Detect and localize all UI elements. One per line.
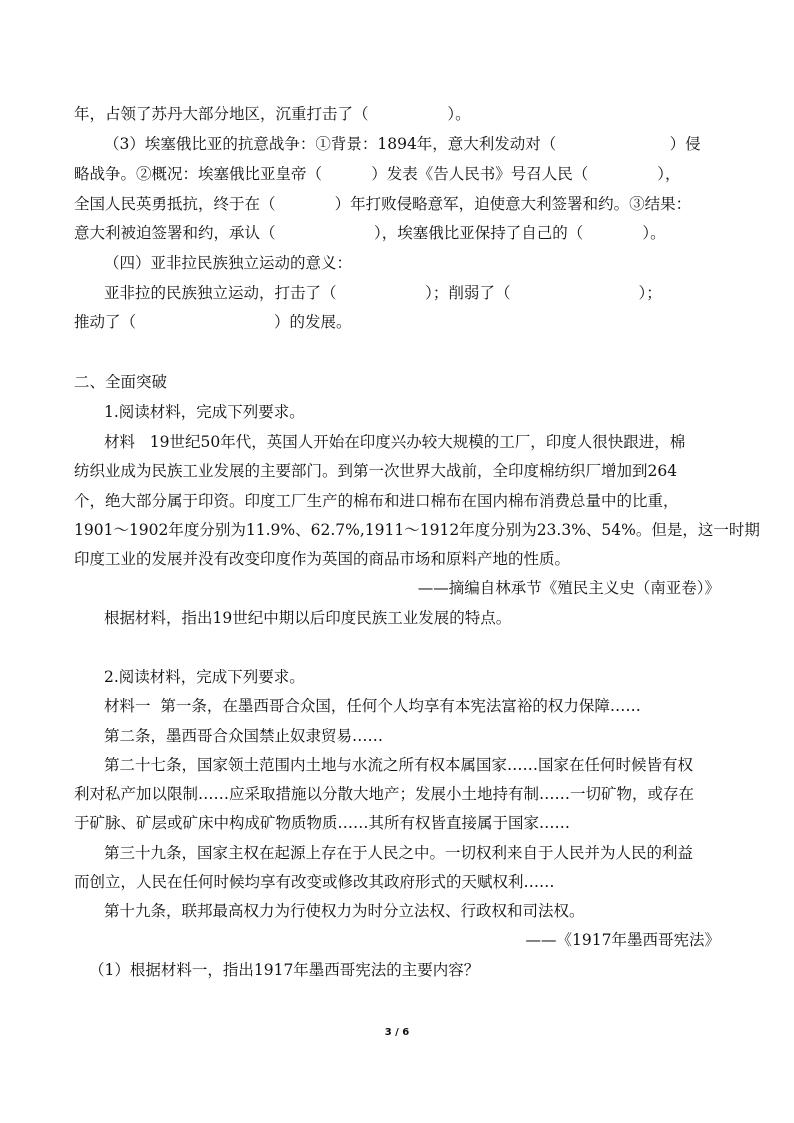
material-text: 第二条，墨西哥合众国禁止奴隶贸易…… [104, 727, 384, 745]
material-text: 而创立，人民在任何时候均享有改变或修改其政府形式的天赋权利…… [74, 873, 555, 891]
material-text: 第三十九条，国家主权在起源上存在于人民之中。一切权利来自于人民并为人民的利益 [104, 844, 694, 862]
text-line: 全国人民英勇抵抗，终于在（ ）年打败侵略意军，迫使意大利签署和约。③结果： [74, 195, 692, 213]
material-text: 材料 19世纪50年代，英国人开始在印度兴办较大规模的工厂，印度人很快跟进，棉 [104, 433, 686, 451]
question-text: （1）根据材料一，指出1917年墨西哥宪法的主要内容？ [89, 961, 480, 979]
text-line: 略战争。②概况：埃塞俄比亚皇帝（ ）发表《告人民书》号召人民（ ）， [74, 165, 681, 183]
material-text: 纺织业成为民族工业发展的主要部门。到第一次世界大战前，全印度棉纺织厂增加到264 [74, 462, 678, 480]
text-line: 意大利被迫签署和约，承认（ ），埃塞俄比亚保持了自己的（ ）。 [74, 224, 666, 242]
text-line: （3）埃塞俄比亚的抗意战争：①背景：1894年，意大利发动对（ ）侵 [104, 135, 701, 153]
section-heading: 二、全面突破 [74, 373, 168, 391]
material-text: 1901～1902年度分别为11.9%、62.7%,1911～1912年度分别为23.3%、54%。但是，这一时期 [74, 521, 760, 539]
citation: ——《1917年墨西哥宪法》 [525, 931, 720, 949]
material-text: 第十九条，联邦最高权力为行使权力为时分立法权、行政权和司法权。 [104, 902, 585, 920]
section-heading: （四）亚非拉民族独立运动的意义： [104, 254, 353, 272]
material-text: 第二十七条，国家领土范围内土地与水流之所有权本属国家……国家在任何时候皆有权 [104, 756, 694, 774]
material-text: 个，绝大部分属于印资。印度工厂生产的棉布和进口棉布在国内棉布消费总量中的比重， [74, 492, 679, 510]
page-number: 3 / 6 [384, 1027, 410, 1038]
question-heading: 1.阅读材料，完成下列要求。 [104, 403, 305, 421]
material-text: 利对私产加以限制……应采取措施以分散大地产；发展小土地持有制……一切矿物，或存在 [74, 785, 695, 803]
text-line: 推动了（ ）的发展。 [74, 313, 352, 331]
material-text: 印度工业的发展并没有改变印度作为英国的商品市场和原料产地的性质。 [74, 550, 571, 568]
question-text: 根据材料，指出19世纪中期以后印度民族工业发展的特点。 [104, 609, 512, 627]
citation: ——摘编自林承节《殖民主义史（南亚卷）》 [417, 579, 720, 597]
text-line: 年，占领了苏丹大部分地区，沉重打击了（ ）。 [74, 105, 471, 123]
question-heading: 2.阅读材料，完成下列要求。 [104, 668, 305, 686]
material-text: 于矿脉、矿层或矿床中构成矿物质物质……其所有权皆直接属于国家…… [74, 814, 571, 832]
text-line: 亚非拉的民族独立运动，打击了（ ）；削弱了（ ）； [104, 284, 662, 302]
material-text: 材料一 第一条，在墨西哥合众国，任何个人均享有本宪法富裕的权力保障…… [104, 697, 641, 715]
